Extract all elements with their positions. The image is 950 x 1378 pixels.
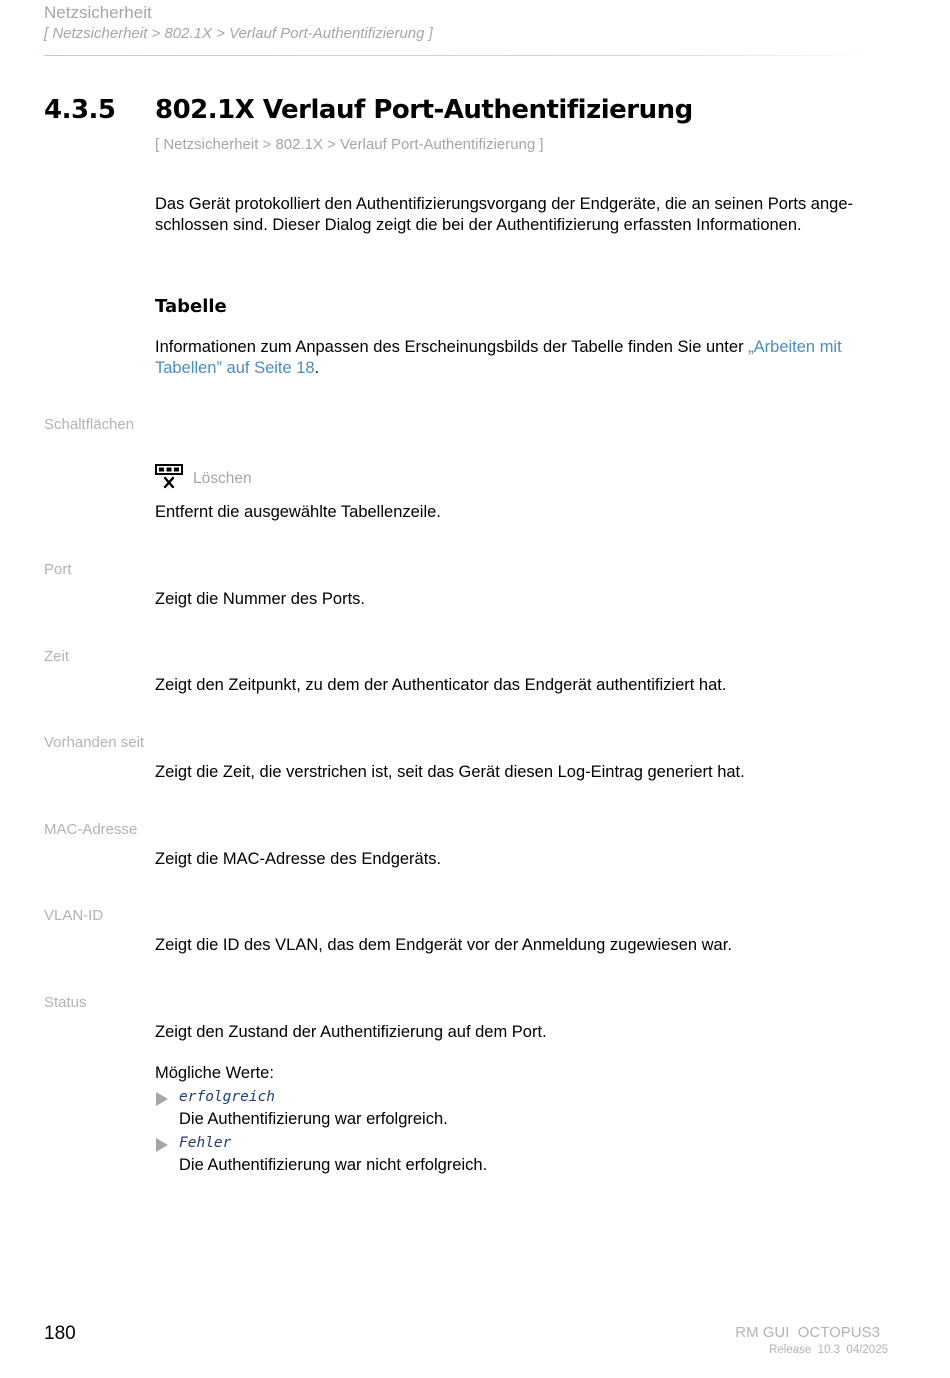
delete-button[interactable] bbox=[155, 466, 252, 492]
page-number: 180 bbox=[44, 1323, 76, 1344]
field-label-vlan-id: VLAN-ID bbox=[44, 907, 104, 924]
section-breadcrumb: [ Netzsicherheit > 802.1X > Verlauf Port-Authentifizierung ] bbox=[155, 136, 544, 153]
field-desc-mac-adresse: Zeigt die MAC-Adresse des Endgeräts. bbox=[155, 850, 442, 868]
intro-paragraph bbox=[155, 194, 880, 236]
field-label-mac-adresse: MAC-Adresse bbox=[44, 821, 138, 838]
table-info-text: Informationen zum Anpassen des Erscheinungsbilds der Tabelle finden Sie unter bbox=[155, 338, 749, 356]
table-link-part-2[interactable]: Tabellen” auf Seite 18 bbox=[155, 359, 315, 377]
status-value-fehler: Fehler bbox=[179, 1135, 232, 1151]
section-title: 802.1X Verlauf Port-Authentifizierung bbox=[155, 95, 693, 125]
section-number: 4.3.5 bbox=[44, 95, 116, 125]
footer-document-title: RM GUI OCTOPUS3 bbox=[735, 1324, 880, 1341]
field-desc-vlan-id: Zeigt die ID des VLAN, das dem Endgerät vor der Anmeldung zugewiesen war. bbox=[155, 936, 732, 954]
table-heading: Tabelle bbox=[155, 296, 227, 317]
footer-release: Release 10.3 04/2025 bbox=[769, 1344, 888, 1356]
running-header-breadcrumb: [ Netzsicherheit > 802.1X > Verlauf Port-Authentifizierung ] bbox=[44, 25, 433, 42]
intro-line-2: schlossen sind. Dieser Dialog zeigt die bei der Authentifizierung erfassten Informationen. bbox=[155, 216, 802, 234]
list-item-bullet-icon bbox=[156, 1138, 168, 1152]
field-label-port: Port bbox=[44, 561, 72, 578]
field-desc-zeit: Zeigt den Zeitpunkt, zu dem der Authenticator das Endgerät authentifiziert hat. bbox=[155, 676, 727, 694]
list-item-bullet-icon bbox=[156, 1092, 168, 1106]
delete-row-icon bbox=[155, 464, 183, 495]
field-label-vorhanden-seit: Vorhanden seit bbox=[44, 734, 145, 751]
table-info-paragraph bbox=[155, 337, 880, 379]
status-desc-fehler: Die Authentifizierung war nicht erfolgreich. bbox=[179, 1156, 488, 1174]
delete-description: Entfernt die ausgewählte Tabellenzeile. bbox=[155, 503, 441, 521]
intro-line-1: Das Gerät protokolliert den Authentifizierungsvorgang der Endgeräte, die an seinen Ports ange- bbox=[155, 195, 854, 213]
status-desc-erfolgreich: Die Authentifizierung war erfolgreich. bbox=[179, 1110, 448, 1128]
status-values-intro: Mögliche Werte: bbox=[155, 1064, 274, 1082]
field-desc-status: Zeigt den Zustand der Authentifizierung auf dem Port. bbox=[155, 1023, 547, 1041]
header-divider bbox=[44, 55, 874, 56]
status-value-erfolgreich: erfolgreich bbox=[179, 1089, 276, 1105]
table-link-part-1[interactable]: „Arbeiten mit bbox=[748, 338, 842, 356]
buttons-label: Schaltflächen bbox=[44, 416, 135, 433]
field-desc-port: Zeigt die Nummer des Ports. bbox=[155, 590, 365, 608]
field-desc-vorhanden-seit: Zeigt die Zeit, die verstrichen ist, seit das Gerät diesen Log-Eintrag generiert hat. bbox=[155, 763, 745, 781]
table-info-end: . bbox=[314, 359, 320, 377]
field-label-zeit: Zeit bbox=[44, 648, 70, 665]
delete-button-label: Löschen bbox=[193, 470, 252, 487]
running-header-title: Netzsicherheit bbox=[44, 3, 152, 22]
field-label-status: Status bbox=[44, 994, 87, 1011]
